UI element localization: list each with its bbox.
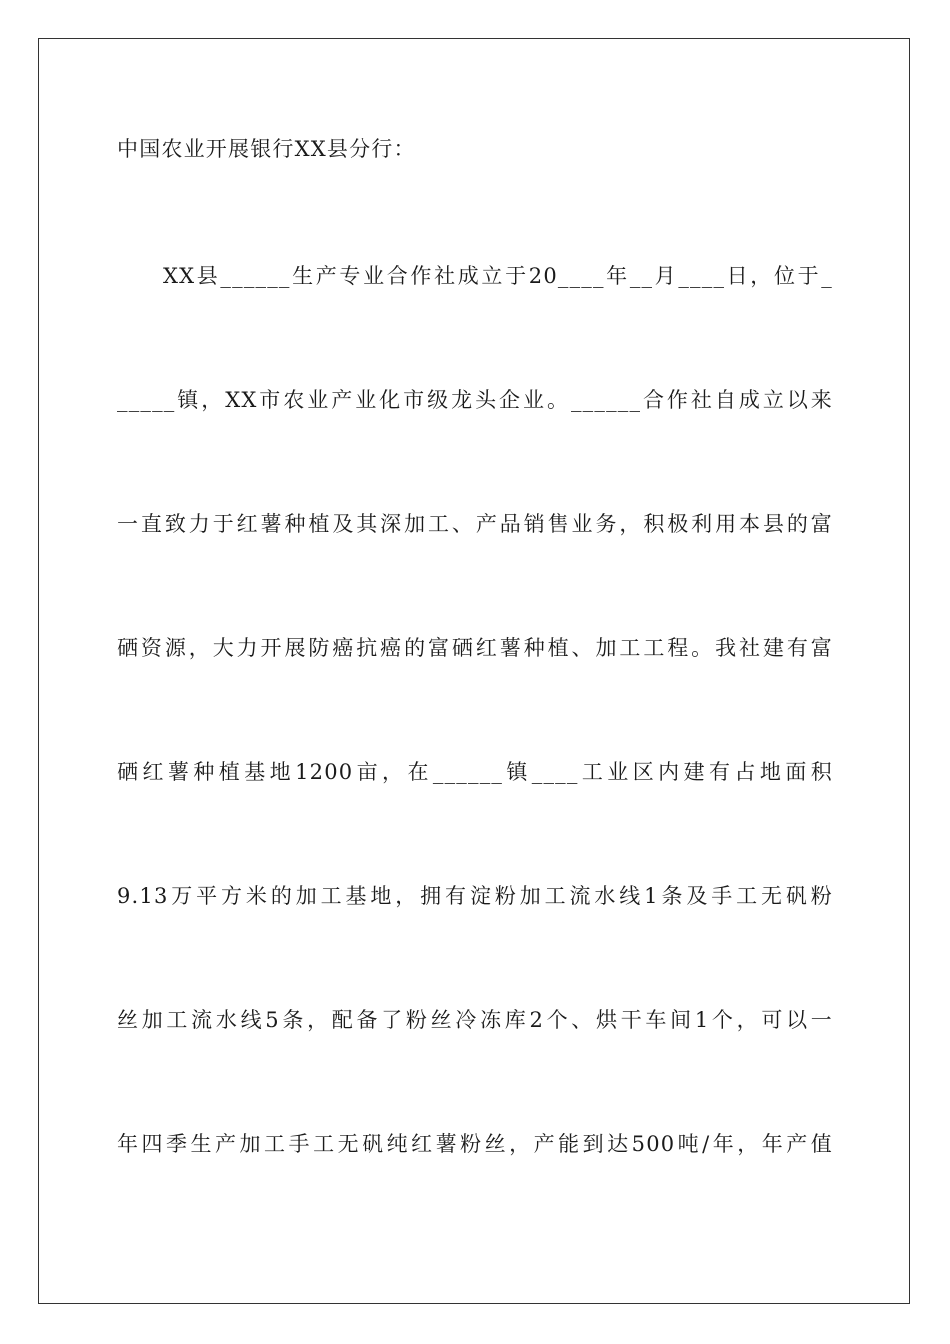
body-line-7: 丝加工流水线5条，配备了粉丝冷冻库2个、烘干车间1个，可以一 <box>117 1008 833 1032</box>
salutation: 中国农业开展银行XX县分行： <box>117 137 416 161</box>
body-line-8: 年四季生产加工手工无矾纯红薯粉丝，产能到达500吨/年，年产值 <box>117 1132 833 1156</box>
page-frame <box>38 38 910 1304</box>
body-line-4: 硒资源，大力开展防癌抗癌的富硒红薯种植、加工工程。我社建有富 <box>117 636 833 660</box>
body-line-6: 9.13万平方米的加工基地，拥有淀粉加工流水线1条及手工无矾粉 <box>117 884 833 908</box>
body-line-3: 一直致力于红薯种植及其深加工、产品销售业务，积极利用本县的富 <box>117 512 833 536</box>
body-line-1: XX县______生产专业合作社成立于20____年__月____日，位于_ <box>163 264 833 288</box>
body-line-2: _____镇，XX市农业产业化市级龙头企业。______合作社自成立以来 <box>117 388 833 412</box>
body-line-5: 硒红薯种植基地1200亩，在______镇____工业区内建有占地面积 <box>117 760 833 784</box>
